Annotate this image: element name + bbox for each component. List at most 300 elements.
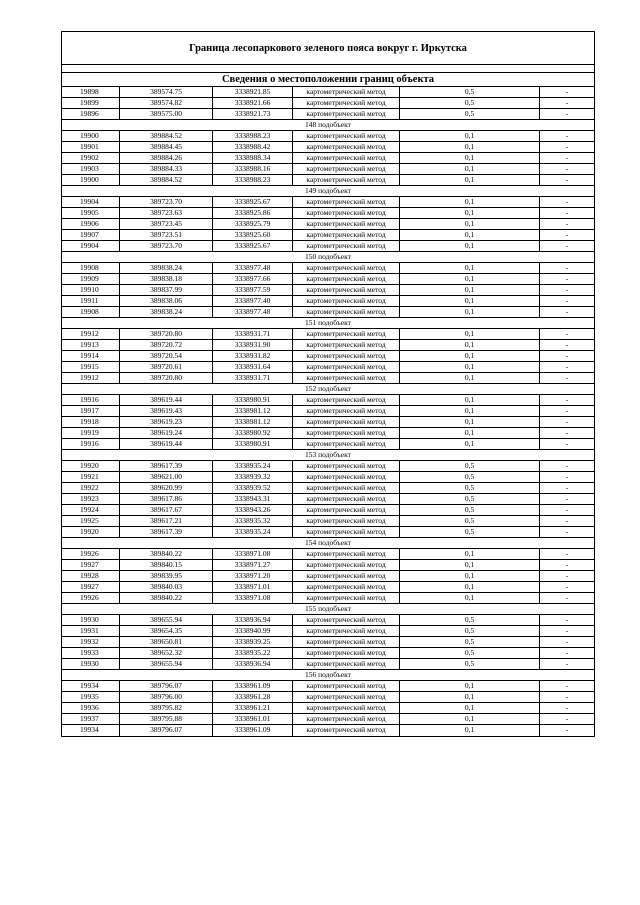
table-row	[62, 109, 594, 120]
subobject-label: 153 подобъект	[305, 450, 351, 459]
accuracy-cell: 0,1	[400, 373, 540, 383]
x-coordinate-cell: 389720.80	[120, 373, 213, 383]
x-coordinate-cell: 389723.63	[120, 208, 213, 218]
point-number-cell: 19927	[62, 582, 120, 592]
accuracy-cell: 0,1	[400, 131, 540, 141]
note-cell: -	[565, 439, 569, 448]
method-cell: картометрический метод	[293, 340, 400, 350]
subobject-label: 151 подобъект	[305, 318, 351, 327]
x-coordinate-cell: 389574.82	[120, 98, 213, 108]
subobject-label: 149 подобъект	[305, 186, 351, 195]
accuracy-cell: 0,5	[400, 483, 540, 493]
point-number-cell: 19908	[62, 307, 120, 317]
table-row	[62, 340, 594, 351]
method-cell: картометрический метод	[293, 439, 400, 449]
y-coordinate-cell: 3338936.94	[213, 615, 293, 625]
note-cell: -	[565, 395, 569, 404]
method-cell: картометрический метод	[293, 472, 400, 482]
table-row	[62, 626, 594, 637]
point-number-cell: 19901	[62, 142, 120, 152]
table-row	[62, 725, 594, 736]
point-number-cell: 19934	[62, 681, 120, 691]
table-row	[62, 593, 594, 604]
accuracy-cell: 0,5	[400, 494, 540, 504]
y-coordinate-cell: 3338971.08	[213, 593, 293, 603]
point-number-cell: 19926	[62, 593, 120, 603]
y-coordinate-cell: 3338977.66	[213, 274, 293, 284]
point-number-cell: 19930	[62, 615, 120, 625]
x-coordinate-cell: 389840.22	[120, 549, 213, 559]
y-coordinate-cell: 3338931.82	[213, 351, 293, 361]
x-coordinate-cell: 389840.03	[120, 582, 213, 592]
table-row	[62, 373, 594, 384]
subobject-separator-row	[62, 252, 594, 263]
note-cell: -	[565, 230, 569, 239]
x-coordinate-cell: 389621.00	[120, 472, 213, 482]
point-number-cell: 19918	[62, 417, 120, 427]
note-cell: -	[565, 527, 569, 536]
note-cell: -	[565, 362, 569, 371]
point-number-cell: 19920	[62, 527, 120, 537]
table-row	[62, 164, 594, 175]
point-number-cell: 19914	[62, 351, 120, 361]
accuracy-cell: 0,5	[400, 648, 540, 658]
table-row	[62, 494, 594, 505]
point-number-cell: 19915	[62, 362, 120, 372]
method-cell: картометрический метод	[293, 395, 400, 405]
subobject-label: 156 подобъект	[305, 670, 351, 679]
x-coordinate-cell: 389619.43	[120, 406, 213, 416]
accuracy-cell: 0,1	[400, 208, 540, 218]
table-row	[62, 153, 594, 164]
method-cell: картометрический метод	[293, 725, 400, 736]
x-coordinate-cell: 389619.23	[120, 417, 213, 427]
table-row	[62, 87, 594, 98]
note-cell: -	[565, 560, 569, 569]
table-row	[62, 648, 594, 659]
table-row	[62, 527, 594, 538]
method-cell: картометрический метод	[293, 230, 400, 240]
method-cell: картометрический метод	[293, 285, 400, 295]
method-cell: картометрический метод	[293, 637, 400, 647]
y-coordinate-cell: 3338925.79	[213, 219, 293, 229]
accuracy-cell: 0,1	[400, 593, 540, 603]
document-title: Граница лесопаркового зеленого пояса вокруг г. Иркутска	[62, 32, 594, 65]
method-cell: картометрический метод	[293, 406, 400, 416]
note-cell: -	[565, 131, 569, 140]
method-cell: картометрический метод	[293, 351, 400, 361]
point-number-cell: 19917	[62, 406, 120, 416]
y-coordinate-cell: 3338981.12	[213, 417, 293, 427]
x-coordinate-cell: 389840.15	[120, 560, 213, 570]
x-coordinate-cell: 389619.44	[120, 395, 213, 405]
accuracy-cell: 0,5	[400, 626, 540, 636]
note-cell: -	[565, 472, 569, 481]
note-cell: -	[565, 461, 569, 470]
note-cell: -	[565, 615, 569, 624]
accuracy-cell: 0,1	[400, 395, 540, 405]
note-cell: -	[565, 516, 569, 525]
accuracy-cell: 0,1	[400, 197, 540, 207]
note-cell: -	[565, 109, 569, 118]
accuracy-cell: 0,1	[400, 340, 540, 350]
accuracy-cell: 0,5	[400, 505, 540, 515]
note-cell: -	[565, 175, 569, 184]
table-row	[62, 219, 594, 230]
point-number-cell: 19920	[62, 461, 120, 471]
y-coordinate-cell: 3338981.12	[213, 406, 293, 416]
y-coordinate-cell: 3338961.21	[213, 703, 293, 713]
method-cell: картометрический метод	[293, 428, 400, 438]
table-row	[62, 560, 594, 571]
accuracy-cell: 0,1	[400, 714, 540, 724]
accuracy-cell: 0,1	[400, 230, 540, 240]
accuracy-cell: 0,1	[400, 329, 540, 339]
y-coordinate-cell: 3338939.25	[213, 637, 293, 647]
subobject-label: 150 подобъект	[305, 252, 351, 261]
accuracy-cell: 0,5	[400, 615, 540, 625]
y-coordinate-cell: 3338939.32	[213, 472, 293, 482]
subobject-separator-row	[62, 120, 594, 131]
point-number-cell: 19911	[62, 296, 120, 306]
table-row	[62, 571, 594, 582]
x-coordinate-cell: 389884.26	[120, 153, 213, 163]
table-row	[62, 637, 594, 648]
note-cell: -	[565, 219, 569, 228]
x-coordinate-cell: 389795.82	[120, 703, 213, 713]
point-number-cell: 19913	[62, 340, 120, 350]
note-cell: -	[565, 505, 569, 514]
y-coordinate-cell: 3338935.32	[213, 516, 293, 526]
y-coordinate-cell: 3338971.01	[213, 582, 293, 592]
y-coordinate-cell: 3338931.64	[213, 362, 293, 372]
method-cell: картометрический метод	[293, 87, 400, 97]
note-cell: -	[565, 417, 569, 426]
y-coordinate-cell: 3338988.16	[213, 164, 293, 174]
note-cell: -	[565, 197, 569, 206]
method-cell: картометрический метод	[293, 714, 400, 724]
point-number-cell: 19907	[62, 230, 120, 240]
x-coordinate-cell: 389884.52	[120, 175, 213, 185]
note-cell: -	[565, 626, 569, 635]
y-coordinate-cell: 3338921.66	[213, 98, 293, 108]
y-coordinate-cell: 3338988.34	[213, 153, 293, 163]
table-row	[62, 439, 594, 450]
point-number-cell: 19900	[62, 131, 120, 141]
subobject-label: 154 подобъект	[305, 538, 351, 547]
note-cell: -	[565, 285, 569, 294]
method-cell: картометрический метод	[293, 329, 400, 339]
subobject-separator-row	[62, 670, 594, 681]
x-coordinate-cell: 389617.67	[120, 505, 213, 515]
accuracy-cell: 0,1	[400, 362, 540, 372]
point-number-cell: 19896	[62, 109, 120, 119]
note-cell: -	[565, 329, 569, 338]
table-row	[62, 615, 594, 626]
y-coordinate-cell: 3338935.24	[213, 461, 293, 471]
table-subtitle: Сведения о местоположении границ объекта	[62, 73, 594, 87]
x-coordinate-cell: 389796.07	[120, 725, 213, 736]
method-cell: картометрический метод	[293, 461, 400, 471]
y-coordinate-cell: 3338961.09	[213, 725, 293, 736]
method-cell: картометрический метод	[293, 527, 400, 537]
table-row	[62, 428, 594, 439]
point-number-cell: 19898	[62, 87, 120, 97]
header-spacer	[62, 65, 594, 73]
y-coordinate-cell: 3338925.86	[213, 208, 293, 218]
x-coordinate-cell: 389720.61	[120, 362, 213, 372]
y-coordinate-cell: 3338980.91	[213, 395, 293, 405]
y-coordinate-cell: 3338980.92	[213, 428, 293, 438]
method-cell: картометрический метод	[293, 417, 400, 427]
note-cell: -	[565, 296, 569, 305]
point-number-cell: 19936	[62, 703, 120, 713]
point-number-cell: 19921	[62, 472, 120, 482]
point-number-cell: 19919	[62, 428, 120, 438]
y-coordinate-cell: 3338988.42	[213, 142, 293, 152]
method-cell: картометрический метод	[293, 615, 400, 625]
table-row	[62, 263, 594, 274]
x-coordinate-cell: 389796.00	[120, 692, 213, 702]
accuracy-cell: 0,1	[400, 274, 540, 284]
x-coordinate-cell: 389574.75	[120, 87, 213, 97]
x-coordinate-cell: 389655.94	[120, 659, 213, 669]
table-row	[62, 274, 594, 285]
point-number-cell: 19906	[62, 219, 120, 229]
method-cell: картометрический метод	[293, 681, 400, 691]
x-coordinate-cell: 389838.06	[120, 296, 213, 306]
table-row	[62, 395, 594, 406]
method-cell: картометрический метод	[293, 307, 400, 317]
x-coordinate-cell: 389723.70	[120, 241, 213, 251]
y-coordinate-cell: 3338971.20	[213, 571, 293, 581]
y-coordinate-cell: 3338921.73	[213, 109, 293, 119]
x-coordinate-cell: 389654.35	[120, 626, 213, 636]
x-coordinate-cell: 389884.33	[120, 164, 213, 174]
note-cell: -	[565, 725, 569, 734]
method-cell: картометрический метод	[293, 593, 400, 603]
accuracy-cell: 0,5	[400, 516, 540, 526]
note-cell: -	[565, 714, 569, 723]
accuracy-cell: 0,1	[400, 703, 540, 713]
note-cell: -	[565, 637, 569, 646]
y-coordinate-cell: 3338925.67	[213, 197, 293, 207]
y-coordinate-cell: 3338971.08	[213, 549, 293, 559]
note-cell: -	[565, 241, 569, 250]
point-number-cell: 19923	[62, 494, 120, 504]
note-cell: -	[565, 307, 569, 316]
note-cell: -	[565, 703, 569, 712]
accuracy-cell: 0,5	[400, 98, 540, 108]
x-coordinate-cell: 389619.44	[120, 439, 213, 449]
method-cell: картометрический метод	[293, 131, 400, 141]
point-number-cell: 19922	[62, 483, 120, 493]
accuracy-cell: 0,1	[400, 571, 540, 581]
accuracy-cell: 0,5	[400, 527, 540, 537]
note-cell: -	[565, 98, 569, 107]
accuracy-cell: 0,1	[400, 307, 540, 317]
subobject-label: 152 подобъект	[305, 384, 351, 393]
accuracy-cell: 0,1	[400, 219, 540, 229]
point-number-cell: 19912	[62, 373, 120, 383]
accuracy-cell: 0,5	[400, 659, 540, 669]
subobject-separator-row	[62, 604, 594, 615]
method-cell: картометрический метод	[293, 483, 400, 493]
point-number-cell: 19904	[62, 197, 120, 207]
method-cell: картометрический метод	[293, 659, 400, 669]
method-cell: картометрический метод	[293, 571, 400, 581]
x-coordinate-cell: 389619.24	[120, 428, 213, 438]
y-coordinate-cell: 3338939.52	[213, 483, 293, 493]
method-cell: картометрический метод	[293, 362, 400, 372]
table-row	[62, 351, 594, 362]
method-cell: картометрический метод	[293, 560, 400, 570]
method-cell: картометрический метод	[293, 516, 400, 526]
table-row	[62, 461, 594, 472]
y-coordinate-cell: 3338931.90	[213, 340, 293, 350]
table-row	[62, 516, 594, 527]
y-coordinate-cell: 3338943.31	[213, 494, 293, 504]
accuracy-cell: 0,1	[400, 153, 540, 163]
table-row	[62, 98, 594, 109]
x-coordinate-cell: 389837.99	[120, 285, 213, 295]
point-number-cell: 19927	[62, 560, 120, 570]
accuracy-cell: 0,1	[400, 406, 540, 416]
table-row	[62, 505, 594, 516]
x-coordinate-cell: 389720.54	[120, 351, 213, 361]
point-number-cell: 19934	[62, 725, 120, 736]
subobject-separator-row	[62, 538, 594, 549]
note-cell: -	[565, 406, 569, 415]
accuracy-cell: 0,1	[400, 439, 540, 449]
y-coordinate-cell: 3338925.60	[213, 230, 293, 240]
subobject-separator-row	[62, 384, 594, 395]
subobject-separator-row	[62, 318, 594, 329]
y-coordinate-cell: 3338971.27	[213, 560, 293, 570]
table-row	[62, 175, 594, 186]
table-row	[62, 296, 594, 307]
method-cell: картометрический метод	[293, 549, 400, 559]
point-number-cell: 19928	[62, 571, 120, 581]
method-cell: картометрический метод	[293, 494, 400, 504]
accuracy-cell: 0,1	[400, 175, 540, 185]
accuracy-cell: 0,5	[400, 472, 540, 482]
x-coordinate-cell: 389617.21	[120, 516, 213, 526]
table-row	[62, 417, 594, 428]
y-coordinate-cell: 3338977.48	[213, 263, 293, 273]
method-cell: картометрический метод	[293, 703, 400, 713]
accuracy-cell: 0,1	[400, 263, 540, 273]
table-row	[62, 230, 594, 241]
x-coordinate-cell: 389720.80	[120, 329, 213, 339]
y-coordinate-cell: 3338931.71	[213, 329, 293, 339]
accuracy-cell: 0,5	[400, 637, 540, 647]
method-cell: картометрический метод	[293, 109, 400, 119]
method-cell: картометрический метод	[293, 197, 400, 207]
y-coordinate-cell: 3338961.01	[213, 714, 293, 724]
table-row	[62, 285, 594, 296]
method-cell: картометрический метод	[293, 505, 400, 515]
x-coordinate-cell: 389720.72	[120, 340, 213, 350]
x-coordinate-cell: 389617.86	[120, 494, 213, 504]
method-cell: картометрический метод	[293, 373, 400, 383]
point-number-cell: 19932	[62, 637, 120, 647]
table-row	[62, 472, 594, 483]
y-coordinate-cell: 3338988.23	[213, 131, 293, 141]
method-cell: картометрический метод	[293, 648, 400, 658]
point-number-cell: 19904	[62, 241, 120, 251]
point-number-cell: 19916	[62, 395, 120, 405]
note-cell: -	[565, 692, 569, 701]
note-cell: -	[565, 483, 569, 492]
point-number-cell: 19937	[62, 714, 120, 724]
method-cell: картометрический метод	[293, 263, 400, 273]
x-coordinate-cell: 389884.45	[120, 142, 213, 152]
y-coordinate-cell: 3338988.23	[213, 175, 293, 185]
x-coordinate-cell: 389723.45	[120, 219, 213, 229]
point-number-cell: 19909	[62, 274, 120, 284]
accuracy-cell: 0,1	[400, 560, 540, 570]
note-cell: -	[565, 373, 569, 382]
method-cell: картометрический метод	[293, 296, 400, 306]
method-cell: картометрический метод	[293, 164, 400, 174]
subobject-label: 155 подобъект	[305, 604, 351, 613]
method-cell: картометрический метод	[293, 219, 400, 229]
accuracy-cell: 0,5	[400, 109, 540, 119]
x-coordinate-cell: 389575.00	[120, 109, 213, 119]
table-row	[62, 582, 594, 593]
accuracy-cell: 0,1	[400, 725, 540, 736]
method-cell: картометрический метод	[293, 626, 400, 636]
y-coordinate-cell: 3338961.09	[213, 681, 293, 691]
method-cell: картометрический метод	[293, 208, 400, 218]
point-number-cell: 19926	[62, 549, 120, 559]
subobject-separator-row	[62, 186, 594, 197]
table-row	[62, 406, 594, 417]
note-cell: -	[565, 571, 569, 580]
point-number-cell: 19900	[62, 175, 120, 185]
x-coordinate-cell: 389652.32	[120, 648, 213, 658]
subobject-separator-row	[62, 450, 594, 461]
y-coordinate-cell: 3338925.67	[213, 241, 293, 251]
point-number-cell: 19912	[62, 329, 120, 339]
point-number-cell: 19930	[62, 659, 120, 669]
table-row	[62, 131, 594, 142]
x-coordinate-cell: 389840.22	[120, 593, 213, 603]
point-number-cell: 19910	[62, 285, 120, 295]
table-row	[62, 362, 594, 373]
x-coordinate-cell: 389796.07	[120, 681, 213, 691]
y-coordinate-cell: 3338940.99	[213, 626, 293, 636]
y-coordinate-cell: 3338935.22	[213, 648, 293, 658]
table-row	[62, 681, 594, 692]
note-cell: -	[565, 164, 569, 173]
note-cell: -	[565, 582, 569, 591]
note-cell: -	[565, 648, 569, 657]
point-number-cell: 19905	[62, 208, 120, 218]
y-coordinate-cell: 3338921.85	[213, 87, 293, 97]
point-number-cell: 19902	[62, 153, 120, 163]
accuracy-cell: 0,1	[400, 296, 540, 306]
accuracy-cell: 0,1	[400, 142, 540, 152]
table-row	[62, 208, 594, 219]
table-row	[62, 241, 594, 252]
note-cell: -	[565, 142, 569, 151]
x-coordinate-cell: 389839.95	[120, 571, 213, 581]
y-coordinate-cell: 3338935.24	[213, 527, 293, 537]
table-row	[62, 659, 594, 670]
method-cell: картометрический метод	[293, 582, 400, 592]
